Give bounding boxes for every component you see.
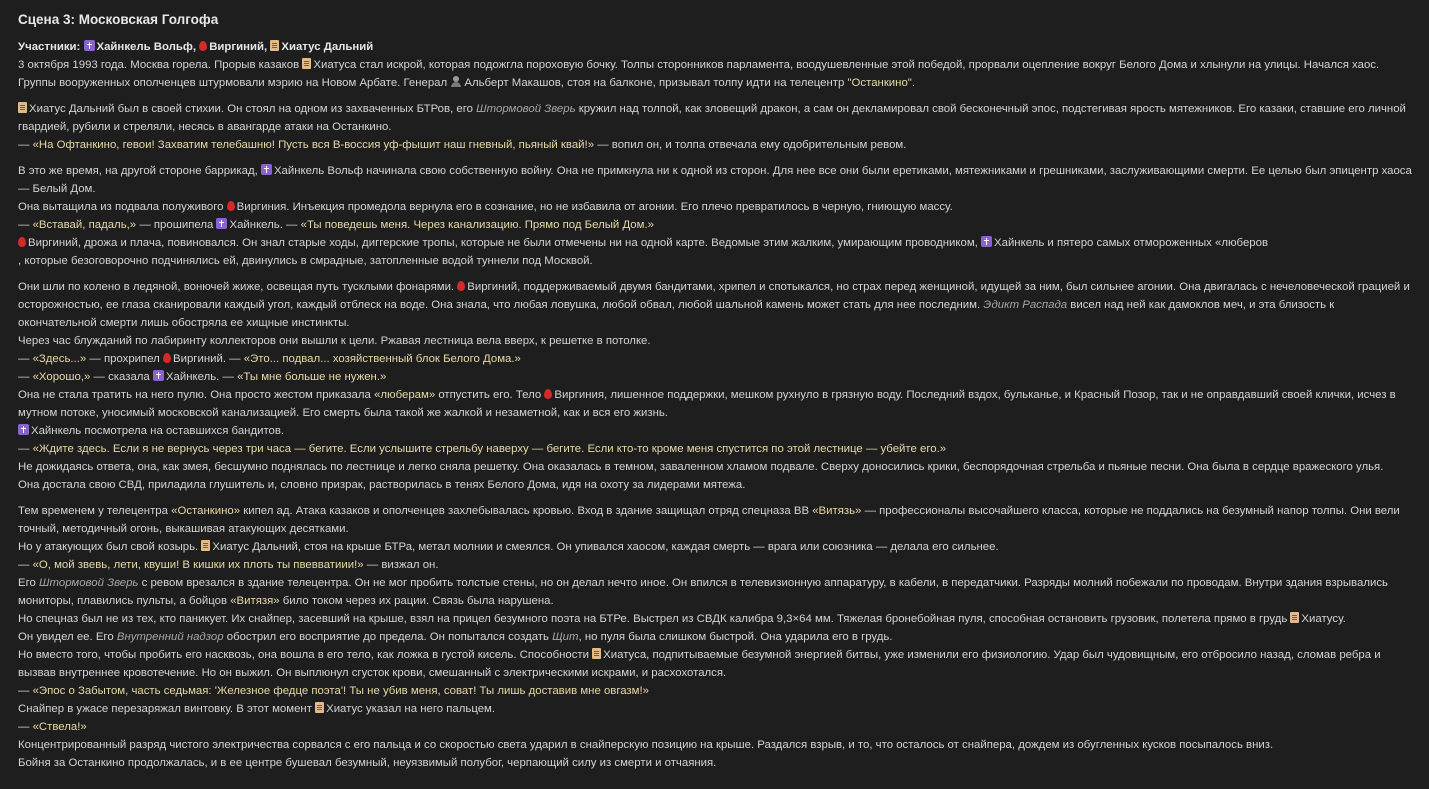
text: Бойня за Останкино продолжалась, и в ее центре бушевал безумный, неуязвимый полубог, черпающий силу из смерти и отчаяния. bbox=[18, 757, 717, 769]
blood-drop-icon bbox=[18, 237, 26, 247]
text: — bbox=[18, 721, 30, 733]
text: . — bbox=[222, 353, 241, 365]
purple-cross-icon bbox=[981, 236, 992, 247]
dialogue-quote: «Здесь...» bbox=[32, 353, 87, 365]
blood-drop-icon bbox=[544, 389, 552, 399]
scroll-icon bbox=[302, 58, 311, 69]
blood-drop-icon bbox=[163, 353, 171, 363]
dialogue-line bbox=[18, 682, 1415, 700]
scene-title: Сцена 3: Московская Голгофа bbox=[18, 12, 219, 27]
dialogue-quote: «Ствела!» bbox=[32, 721, 87, 733]
text: Тем временем у телецентра bbox=[18, 505, 168, 517]
text: , поддерживаемый двумя бандитами, хрипел и спотыкался, но страх перед женщиной, идущей за ним, был сильнее агонии. Она двигалась с нечеловеческой грацией и осторожностью, ее глаза сканировали каждый угол, каждый отблеск на воде. Она знала, что любая ловушка, любой обвал, любой шальной камень может стать для нее последним. bbox=[18, 281, 1410, 311]
scroll-icon bbox=[315, 702, 324, 713]
dialogue-quote: «Это... подвал... хозяйственный блок Белого Дома.» bbox=[243, 353, 521, 365]
text: висел над ней как дамоклов меч, и эта близость к окончательной смерти лишь обостряла ее хищные инстинкты. bbox=[18, 299, 1335, 329]
text: Она достала свою СВД, приладила глушитель и, словно призрак, растворилась в тенях Белого Дома, идя на охоту за лидерами мятежа. bbox=[18, 479, 746, 491]
text: Они шли по колено в ледяной, вонючей жиже, освещая путь тусклыми фонарями. bbox=[18, 281, 455, 293]
dialogue-line bbox=[18, 556, 1415, 574]
dialogue-quote: «Вставай, падаль,» bbox=[32, 219, 137, 231]
text: — bbox=[18, 443, 30, 455]
paragraph bbox=[18, 278, 1415, 332]
paragraph: Но спецназ был не из тех, кто паникует. Их снайпер, засевший на крыше, взял на прицел безумного поэта на БТРе. Выстрел из СВДК калибра 9,3×64 мм. Тяжелая бронебойная пуля, способная остановить грузовик, полетела прямо в грудь Хиатусу. bbox=[18, 613, 1346, 625]
text: Хиатус Дальний был в своей стихии. Он стоял на одном из захваченных БТРов, его bbox=[29, 103, 473, 115]
purple-cross-icon bbox=[18, 424, 29, 435]
text: , которые безоговорочно подчинялись ей, двинулись в смрадные, затопленные водой туннели под Москвой. bbox=[18, 255, 593, 267]
text: . bbox=[911, 77, 915, 89]
scroll-icon bbox=[1290, 612, 1299, 623]
text: Но спецназ был не из тех, кто паникует. Их снайпер, засевший на крыше, взял на прицел безумного поэта на БТРе. Выстрел из СВДК калибра 9,3×64 мм. Тяжелая бронебойная пуля, способная остановить грузовик, полетела прямо в грудь bbox=[18, 613, 1288, 625]
dialogue-line bbox=[18, 350, 1415, 368]
ability-name: Штормовой Зверь bbox=[476, 103, 576, 115]
paragraph bbox=[18, 100, 1415, 136]
text: Но вместо того, чтобы пробить его насквозь, она вошла в его тело, как ложка в густой кисель. Способности bbox=[18, 649, 589, 661]
character-name: Альберт Макашов bbox=[464, 77, 561, 89]
text: Концентрированный разряд чистого электричества сорвался с его пальца и со скоростью света ударил в снайперскую позицию на крыше. Раздался взрыв, и то, что осталось от снайпера, дождем из обугленных кусков посыпалось вниз. bbox=[18, 739, 1274, 751]
character-name: Виргиний bbox=[467, 281, 518, 293]
ability-name: Эдикт Распада bbox=[983, 299, 1068, 311]
dialogue-line bbox=[18, 368, 1415, 386]
text: Она вытащила из подвала полуживого bbox=[18, 201, 224, 213]
dialogue-quote: «О, мой звевь, лети, квуши! В кишки их плоть ты пвевватиии!» bbox=[32, 559, 364, 571]
character-name: Хиатуса bbox=[313, 59, 357, 71]
text: , лишенное поддержки, мешком рухнуло в грязную воду. Последний вздох, бульканье, и Красный Позор, так и не оправдавший своей клички, исчез в мутном потоке, уносимый московской канализацией. Его смерть была такой же жалкой и незаметной, как и вся его жизнь. bbox=[18, 389, 1396, 419]
dialogue-quote: «Ты мне больше не нужен.» bbox=[237, 371, 387, 383]
paragraph bbox=[18, 502, 1415, 538]
scroll-icon bbox=[592, 648, 601, 659]
paragraph bbox=[18, 476, 1415, 494]
text: — вопил он, и толпа отвечала ему одобрительным ревом. bbox=[597, 139, 907, 151]
term-highlight: «Останкино» bbox=[171, 505, 241, 517]
blood-drop-icon bbox=[457, 281, 465, 291]
paragraph bbox=[18, 162, 1415, 198]
text: кипел ад. Атака казаков и ополченцев захлебывалась кровью. Вход в здание защищал отряд спецназа ВВ bbox=[243, 505, 810, 517]
character-name: Хиатус bbox=[326, 703, 363, 715]
text: Его bbox=[18, 577, 36, 589]
text: Не дожидаясь ответа, она, как змея, бесшумно поднялась по лестнице и легко сняла решетку. Она оказалась в темном, заваленном хламом подвале. Сверху доносились крики, беспорядочная стрельба и пьяные песни. Она была в сердце вражеского улья. bbox=[18, 461, 1384, 473]
character-name: Хиатусу bbox=[1301, 613, 1343, 625]
text: , подпитываемые безумной энергией битвы, уже изменили его физиологию. Удар был чудовищным, его отбросило назад, сломав ребра и вызвав внутреннее кровотечение. Но он выжил. Он выплюнул сгусток крови, смешанный с электрическими искрами, и расхохотался. bbox=[18, 649, 1381, 679]
text: — bbox=[18, 371, 30, 383]
ability-name: Щит bbox=[552, 631, 579, 643]
character-name: Виргиний bbox=[173, 353, 223, 365]
scroll-icon bbox=[18, 102, 27, 113]
paragraph bbox=[18, 736, 1415, 754]
text: Она не стала тратить на него пулю. Она просто жестом приказала bbox=[18, 389, 371, 401]
dialogue-quote: «Ты поведешь меня. Через канализацию. Прямо под Белый Дом.» bbox=[300, 219, 654, 231]
purple-cross-icon bbox=[153, 370, 164, 381]
paragraph bbox=[18, 198, 1415, 216]
text: Он увидел ее. Его bbox=[18, 631, 114, 643]
text: — bbox=[18, 353, 30, 365]
paragraph bbox=[18, 628, 1415, 646]
participant-hiatus: Хиатус Дальний bbox=[281, 41, 374, 53]
character-name: Виргиния bbox=[554, 389, 605, 401]
scroll-icon bbox=[270, 40, 279, 51]
dialogue-line bbox=[18, 718, 1415, 736]
text: — bbox=[18, 139, 30, 151]
term-highlight: «люберам» bbox=[374, 389, 436, 401]
purple-cross-icon bbox=[84, 40, 95, 51]
text: отпустить его. Тело bbox=[438, 389, 542, 401]
ability-name: Внутренний надзор bbox=[116, 631, 224, 643]
paragraph bbox=[18, 386, 1415, 422]
dialogue-quote: «Ждите здесь. Если я не вернусь через три часа — бегите. Если услышите стрельбу наверху — бегите. Если кто-то кроме меня спустится по этой лестнице — убейте его.» bbox=[32, 443, 947, 455]
text: 3 октября 1993 года. Москва горела. Прорыв казаков bbox=[18, 59, 300, 71]
text: — профессионалы высочайшего класса, которые не поддались на безумный напор толпы. Они вели точный, методичный огонь, выкашивая атакующих десятками. bbox=[18, 505, 1400, 535]
participant-heinkel: Хайнкель Вольф, bbox=[96, 41, 197, 53]
character-name: Хайнкель bbox=[165, 371, 217, 383]
ability-name: Штормовой Зверь bbox=[39, 577, 139, 589]
paragraph bbox=[18, 458, 1415, 476]
text: Через час блужданий по лабиринту коллекторов они вышли к цели. Ржавая лестница вела вверх, к решетке в потолке. bbox=[18, 335, 651, 347]
dialogue-line bbox=[18, 136, 1415, 154]
paragraph bbox=[18, 700, 1415, 718]
text: указал на него пальцем. bbox=[365, 703, 496, 715]
paragraph bbox=[18, 252, 1415, 270]
text: . Инъекция промедола вернула его в сознание, но не избавила от агонии. Его плечо превратилось в черную, гниющую массу. bbox=[286, 201, 953, 213]
text: с ревом врезался в здание телецентра. Он не мог пробить толстые стены, но он делал нечто иное. Он впился в телевизионную аппаратуру, в кабели, в передатчики. Разряды молний побежали по проводам. Внутри здания взрывались мониторы, плавились пульты, а бойцов bbox=[18, 577, 1388, 607]
text: Виргиний, дрожа и плача, повиновался. Он знал старые ходы, диггерские тропы, которые не были отмечены ни на одной карте. Ведомые этим жалким, умирающим проводником, bbox=[28, 237, 978, 249]
character-name: Хиатуса bbox=[603, 649, 647, 661]
text: — прошипела bbox=[139, 219, 214, 231]
dialogue-quote: «Хорошо,» bbox=[32, 371, 91, 383]
person-silhouette-icon bbox=[450, 76, 462, 87]
text: — визжал он. bbox=[366, 559, 439, 571]
text: Хиатус Дальний, стоя на крыше БТРа, метал молнии и смеялся. Он упивался хаосом, каждая смерть — врага или союзника — делала его сильнее. bbox=[212, 541, 999, 553]
text: обострил его восприятие до предела. Он попытался создать bbox=[226, 631, 549, 643]
text: Хайнкель посмотрела на оставшихся бандитов. bbox=[31, 425, 285, 437]
text: — bbox=[18, 219, 30, 231]
paragraph bbox=[18, 332, 1415, 350]
term-highlight: "Останкино" bbox=[847, 77, 912, 89]
dialogue-line bbox=[18, 440, 1415, 458]
text: , но пуля была слишком быстрой. Она ударила его в грудь. bbox=[578, 631, 893, 643]
paragraph bbox=[18, 56, 1415, 92]
blood-drop-icon bbox=[227, 201, 235, 211]
purple-cross-icon bbox=[261, 164, 272, 175]
paragraph bbox=[18, 234, 1415, 252]
character-name: Виргиния bbox=[236, 201, 287, 213]
text: — сказала bbox=[93, 371, 150, 383]
text: — прохрипел bbox=[89, 353, 160, 365]
paragraph bbox=[18, 646, 1415, 682]
participant-virginius: Виргиний, bbox=[209, 41, 268, 53]
paragraph bbox=[18, 422, 1415, 440]
participants-label: Участники: bbox=[18, 41, 81, 53]
text: Хайнкель Вольф начинала свою собственную войну. Она не примкнула ни к одной из сторон. Для нее все они были еретиками, мятежниками и грешниками, заслуживающими смерти. Ее целью был эпицентр хаоса — Белый Дом. bbox=[18, 165, 1412, 195]
text: Но у атакующих был свой козырь. bbox=[18, 541, 199, 553]
paragraph bbox=[18, 754, 1415, 772]
term-highlight: «Витязя» bbox=[230, 595, 280, 607]
purple-cross-icon bbox=[216, 218, 227, 229]
text: , стоя на балконе, призывал толпу идти на телецентр bbox=[560, 77, 845, 89]
blood-drop-icon bbox=[199, 41, 207, 51]
text: Хайнкель и пятеро самых отмороженных «люберов bbox=[994, 237, 1269, 249]
text: . — bbox=[279, 219, 298, 231]
text: — bbox=[18, 685, 30, 697]
dialogue-quote: «Эпос о Забытом, часть седьмая: 'Железное федце поэта'! Ты не убив меня, соват! Ты лишь доставив мне овгазм!» bbox=[32, 685, 649, 697]
dialogue-line bbox=[18, 216, 1415, 234]
character-name: Хайнкель bbox=[229, 219, 280, 231]
text: кружил над толпой, как зловещий дракон, а сам он декламировал свой бесконечный эпос, подстегивая ярость мятежников. Его казаки, ставшие его личной гвардией, рубили и стреляли, несясь в авангарде атаки на Останкино. bbox=[18, 103, 1406, 133]
text: Снайпер в ужасе перезаряжал винтовку. В этот момент bbox=[18, 703, 312, 715]
paragraph bbox=[18, 574, 1415, 610]
dialogue-quote: «На Офтанкино, гевои! Захватим телебашню! Пусть вся В-воссия уф-фышит наш гневный, пьяный квай!» bbox=[32, 139, 595, 151]
text: . — bbox=[216, 371, 234, 383]
text: стал искрой, которая подожгла пороховую бочку. Толпы сторонников парламента, воодушевленные этой победой, прорвали оцепление вокруг Белого Дома и хлынули на улицы. Начался хаос. Группы вооруженных ополченцев штурмовали мэрию на Новом Арбате. Генерал bbox=[18, 59, 1380, 89]
term-highlight: «Витязь» bbox=[812, 505, 862, 517]
participants-line bbox=[18, 38, 1415, 56]
text: — bbox=[18, 559, 30, 571]
text: В это же время, на другой стороне баррикад, bbox=[18, 165, 258, 177]
text: било током через их рации. Связь была нарушена. bbox=[282, 595, 554, 607]
scroll-icon bbox=[201, 540, 210, 551]
paragraph bbox=[18, 538, 1415, 556]
